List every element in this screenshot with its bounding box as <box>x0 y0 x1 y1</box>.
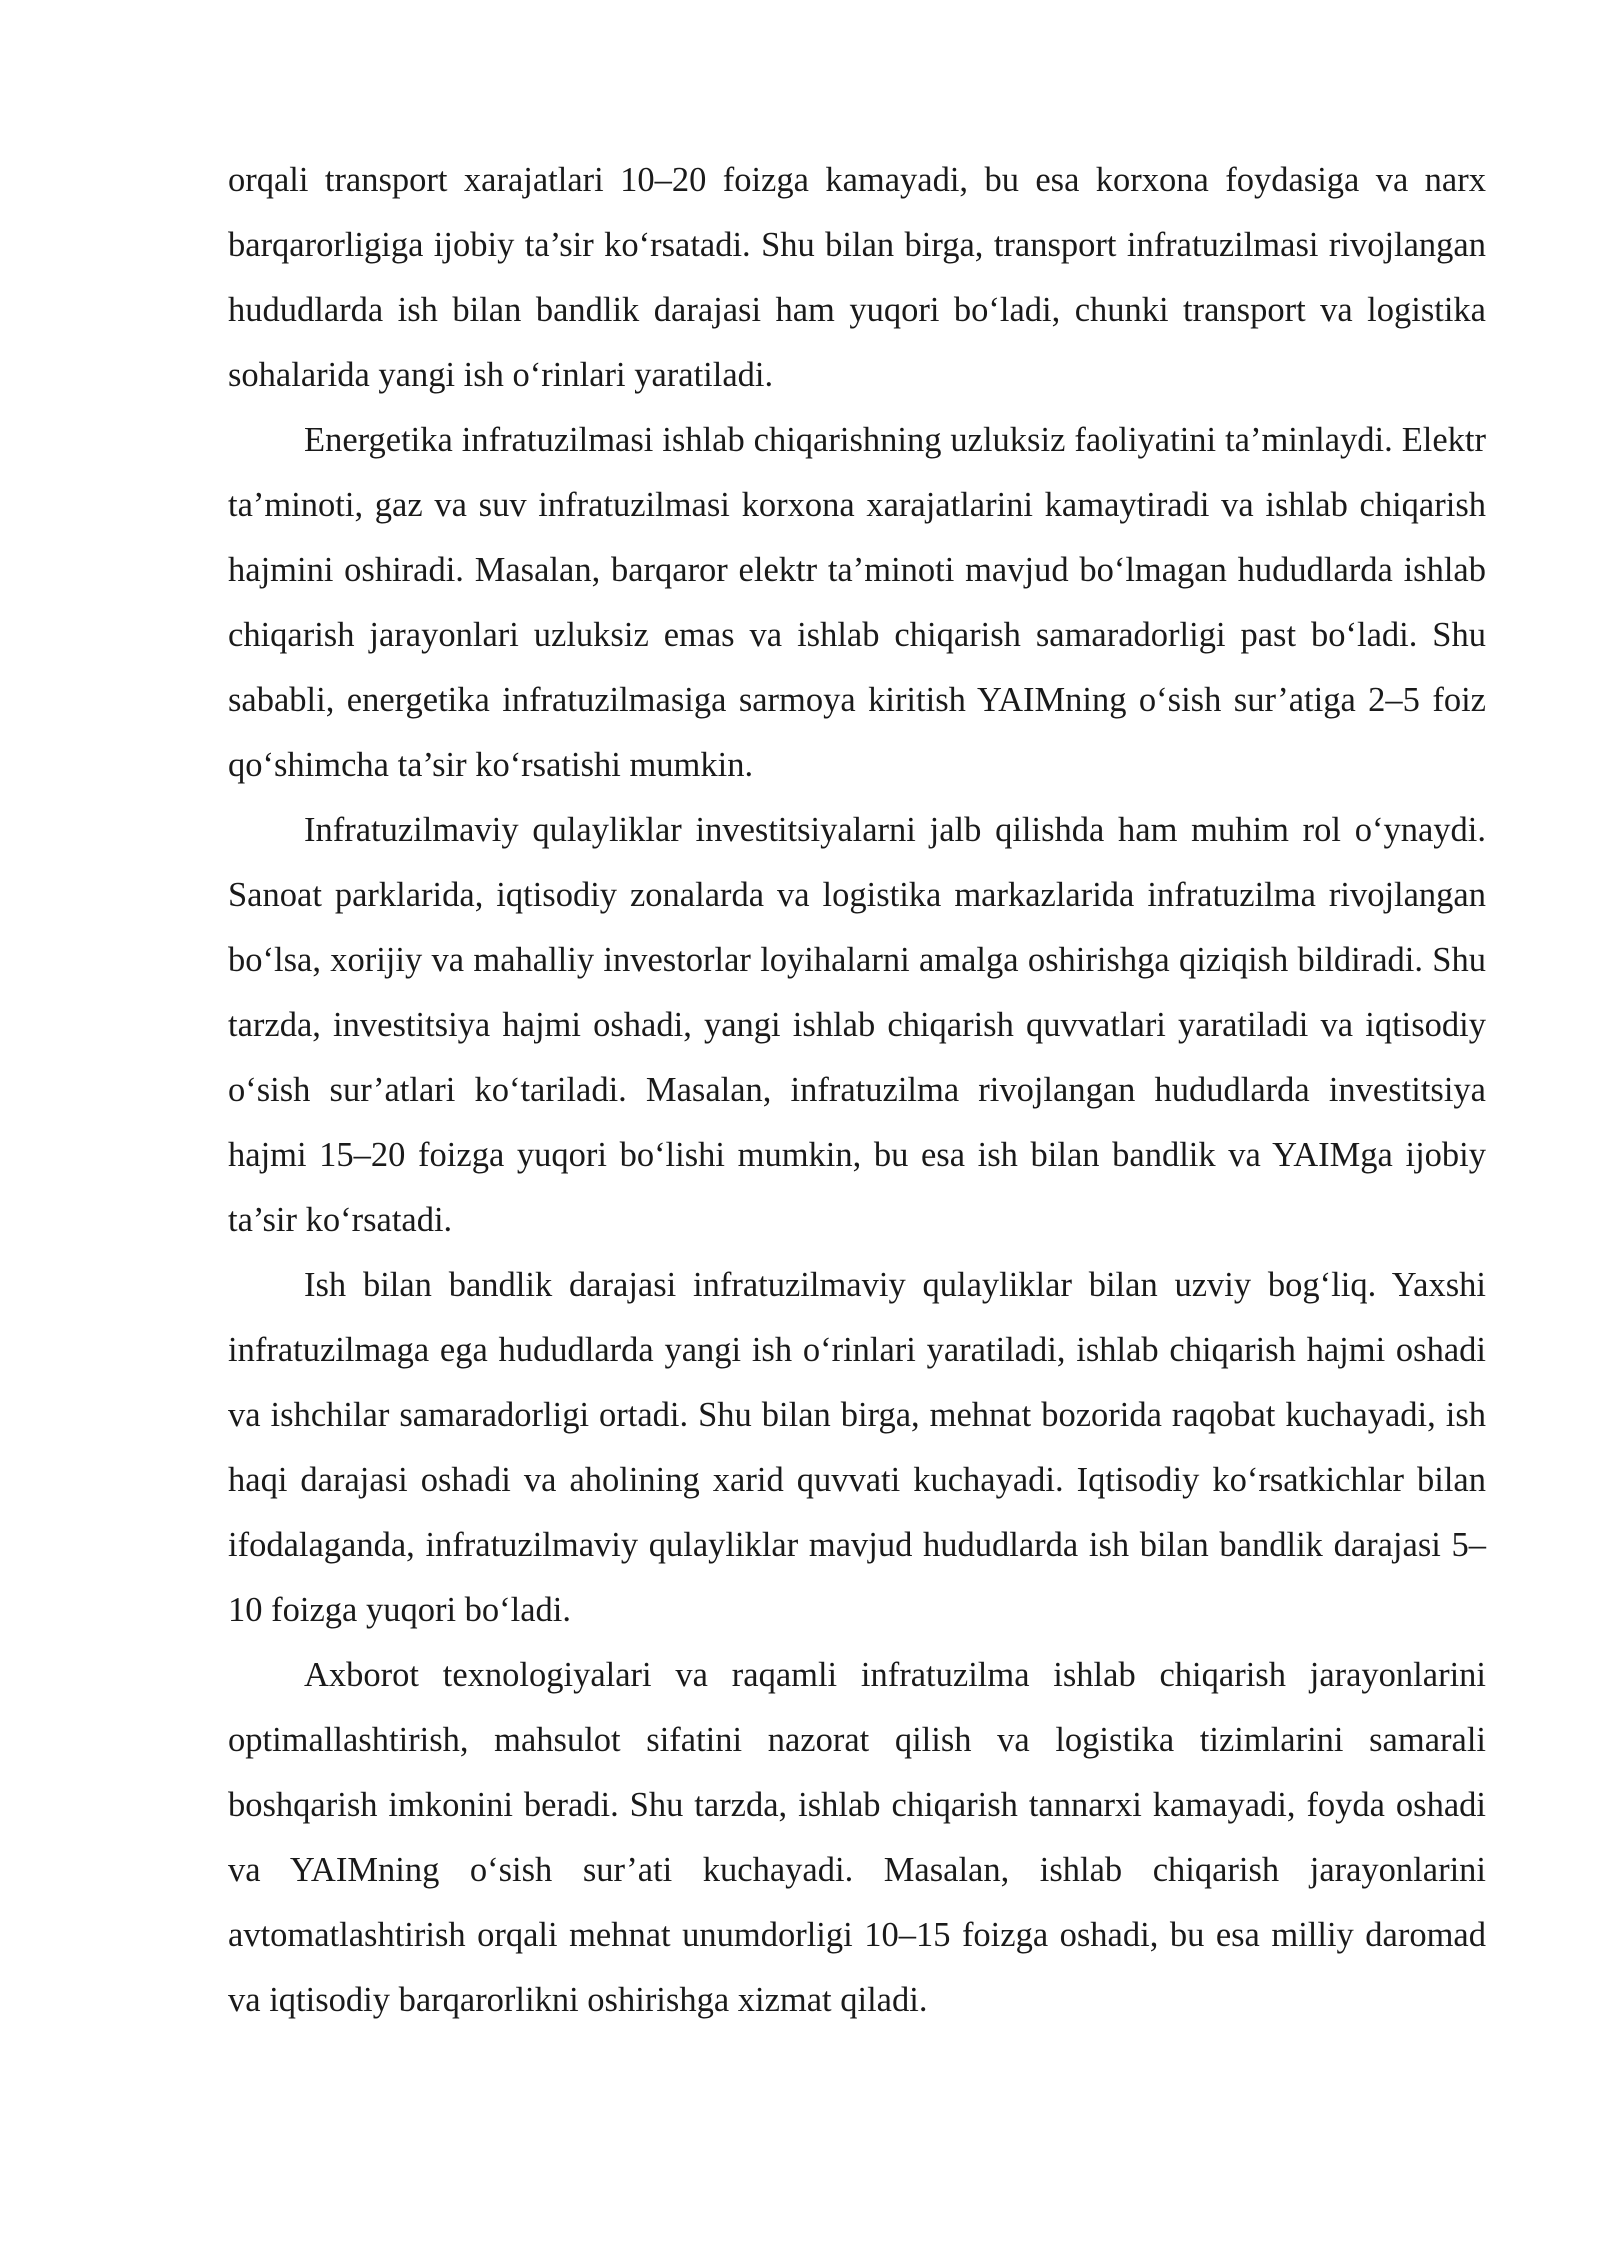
body-text <box>228 148 1486 2033</box>
paragraph-employment: Ish bilan bandlik darajasi infratuzilmaviy qulayliklar bilan uzviy bog‘liq. Yaxshi infratuzilmaga ega hududlarda yangi ish o‘rinlari yaratiladi, ishlab chiqarish hajmi oshadi va ishchilar samaradorligi ortadi. Shu bilan birga, mehnat bozorida raqobat kuchayadi, ish haqi darajasi oshadi va aholining xarid quvvati kuchayadi. Iqtisodiy ko‘rsatkichlar bilan ifodalaganda, infratuzilmaviy qulayliklar mavjud hududlarda ish bilan bandlik darajasi 5–10 foizga yuqori bo‘ladi. <box>228 1266 1486 1629</box>
paragraph-investment-attraction: Infratuzilmaviy qulayliklar investitsiyalarni jalb qilishda ham muhim rol o‘ynaydi. Sanoat parklarida, iqtisodiy zonalarda va logistika markazlarida infratuzilma rivojlangan bo‘lsa, xorijiy va mahalliy investorlar loyihalarni amalga oshirishga qiziqish bildiradi. Shu tarzda, investitsiya hajmi oshadi, yangi ishlab chiqarish quvvatlari yaratiladi va iqtisodiy o‘sish sur’atlari ko‘tariladi. Masalan, infratuzilma rivojlangan hududlarda investitsiya hajmi 15–20 foizga yuqori bo‘lishi mumkin, bu esa ish bilan bandlik va YAIMga ijobiy ta’sir ko‘rsatadi. <box>228 811 1486 1239</box>
paragraph-digital-infrastructure: Axborot texnologiyalari va raqamli infratuzilma ishlab chiqarish jarayonlarini optimallashtirish, mahsulot sifatini nazorat qilish va logistika tizimlarini samarali boshqarish imkonini beradi. Shu tarzda, ishlab chiqarish tannarxi kamayadi, foyda oshadi va YAIMning o‘sish sur’ati kuchayadi. Masalan, ishlab chiqarish jarayonlarini avtomatlashtirish orqali mehnat unumdorligi 10–15 foizga oshadi, bu esa milliy daromad va iqtisodiy barqarorlikni oshirishga xizmat qiladi. <box>228 1656 1486 2019</box>
paragraph-continuation: orqali transport xarajatlari 10–20 foizga kamayadi, bu esa korxona foydasiga va narx barqarorligiga ijobiy ta’sir ko‘rsatadi. Shu bilan birga, transport infratuzilmasi rivojlangan hududlarda ish bilan bandlik darajasi ham yuqori bo‘ladi, chunki transport va logistika sohalarida yangi ish o‘rinlari yaratiladi. <box>228 161 1486 394</box>
paragraph-energy-infrastructure: Energetika infratuzilmasi ishlab chiqarishning uzluksiz faoliyatini ta’minlaydi. Elektr ta’minoti, gaz va suv infratuzilmasi korxona xarajatlarini kamaytiradi va ishlab chiqarish hajmini oshiradi. Masalan, barqaror elektr ta’minoti mavjud bo‘lmagan hududlarda ishlab chiqarish jarayonlari uzluksiz emas va ishlab chiqarish samaradorligi past bo‘ladi. Shu sababli, energetika infratuzilmasiga sarmoya kiritish YAIMning o‘sish sur’atiga 2–5 foiz qo‘shimcha ta’sir ko‘rsatishi mumkin. <box>228 421 1486 784</box>
